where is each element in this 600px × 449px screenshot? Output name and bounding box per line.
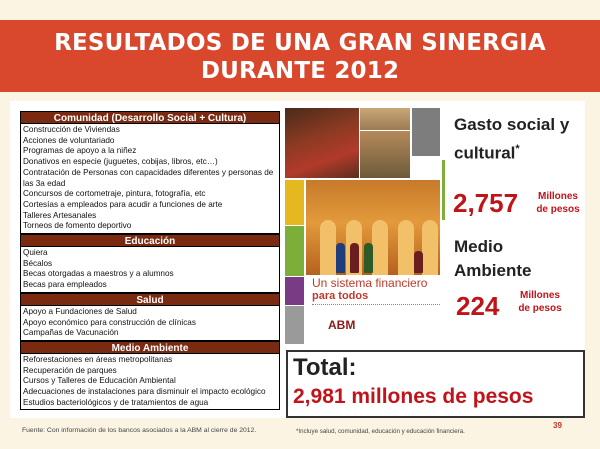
list-item: Concursos de cortometraje, pintura, fotografía, etc — [23, 189, 206, 199]
total-value: 2,981 millones de pesos — [293, 385, 534, 408]
list-item: Donativos en especie (juguetes, cobijas, libros, etc…) — [23, 157, 218, 167]
coffee-beans-photo — [285, 108, 359, 178]
gasto-label-line1: Gasto social y — [454, 115, 570, 134]
list-item: Apoyo económico para construcción de clínicas — [23, 317, 196, 327]
list-item: Quiera — [23, 248, 48, 258]
gasto-social-label — [454, 113, 589, 166]
section-body-educacion — [20, 247, 280, 293]
list-item: Estudios bacteriológicos y de tratamientos de agua — [23, 397, 209, 407]
gasto-asterisk: * — [515, 143, 520, 155]
list-item: Talleres Artesanales — [23, 210, 97, 220]
list-item: Apoyo a Fundaciones de Salud — [23, 306, 137, 316]
total-box — [286, 350, 585, 418]
section-body-medio-ambiente — [20, 354, 280, 411]
grey-tile-small — [285, 306, 304, 344]
source-footnote: Fuente: Con información de los bancos asociados a la ABM al cierre de 2012. — [22, 427, 257, 434]
list-item: Torneos de fomento deportivo — [23, 221, 132, 231]
book-subtitle: para todos — [312, 290, 369, 302]
purple-tile — [285, 277, 304, 305]
green-side-tile — [442, 160, 445, 220]
activities-table — [20, 111, 280, 410]
gasto-label-line2: cultural — [454, 143, 516, 163]
medio-value: 224 — [456, 291, 500, 321]
list-item: Programas de apoyo a la niñez — [23, 146, 137, 156]
section-body-comunidad — [20, 124, 280, 234]
medio-ambiente-label — [454, 235, 589, 283]
section-heading-comunidad: Comunidad (Desarrollo Social + Cultura) — [20, 111, 280, 124]
yellow-tile — [285, 180, 304, 225]
medio-unit-line1: Millones — [519, 290, 560, 301]
list-item: Acciones de voluntariado — [23, 135, 115, 145]
list-item: Campañas de Vacunación — [23, 328, 119, 338]
list-item: Becas para empleados — [23, 280, 107, 290]
abm-logo: ABM — [328, 318, 356, 332]
medio-unit-line2: de pesos — [518, 303, 562, 314]
title-line-2: DURANTE 2012 — [200, 58, 400, 84]
section-body-salud — [20, 306, 280, 341]
list-item: Construcción de Viviendas — [23, 125, 120, 134]
book-cover — [306, 180, 440, 346]
book-cover-photo — [306, 180, 440, 275]
list-item: Adecuaciones de instalaciones para disminuir el impacto ecológico — [23, 387, 266, 397]
medio-label-line2: Ambiente — [454, 261, 532, 280]
medio-unit — [510, 289, 570, 315]
list-item: Contratación de Personas con capacidades diferentes y personas de las 3a edad — [23, 167, 274, 188]
gasto-unit-line1: Millones — [537, 191, 578, 202]
list-item: Recuperación de parques — [23, 365, 117, 375]
list-item: Bécalos — [23, 258, 53, 268]
list-item: Reforestaciones en áreas metropolitanas — [23, 354, 173, 364]
list-item: Becas otorgadas a maestros y a alumnos — [23, 269, 174, 279]
list-item: Cortesías a empleados para acudir a funciones de arte — [23, 199, 223, 209]
title-line-1: RESULTADOS DE UNA GRAN SINERGIA — [54, 30, 546, 56]
asterisk-footnote: *Incluye salud, comunidad, educación y educación financiera. — [296, 428, 465, 435]
section-heading-salud: Salud — [20, 293, 280, 306]
section-heading-educacion: Educación — [20, 234, 280, 247]
list-item: Cursos y Talleres de Educación Ambiental — [23, 376, 176, 386]
total-label: Total: — [293, 354, 357, 381]
title-banner — [0, 20, 600, 92]
gasto-value: 2,757 — [453, 188, 519, 218]
medio-label-line1: Medio — [454, 237, 504, 256]
grey-tile — [412, 108, 440, 156]
book-small-print — [312, 304, 440, 307]
book-title: Un sistema financiero — [312, 276, 428, 290]
section-heading-medio-ambiente: Medio Ambiente — [20, 341, 280, 354]
gasto-unit — [528, 190, 588, 216]
gasto-unit-line2: de pesos — [536, 204, 580, 215]
landscape-photo — [360, 131, 410, 178]
green-tile — [285, 226, 304, 276]
page-number: 39 — [553, 421, 562, 430]
mountain-photo — [360, 108, 410, 130]
